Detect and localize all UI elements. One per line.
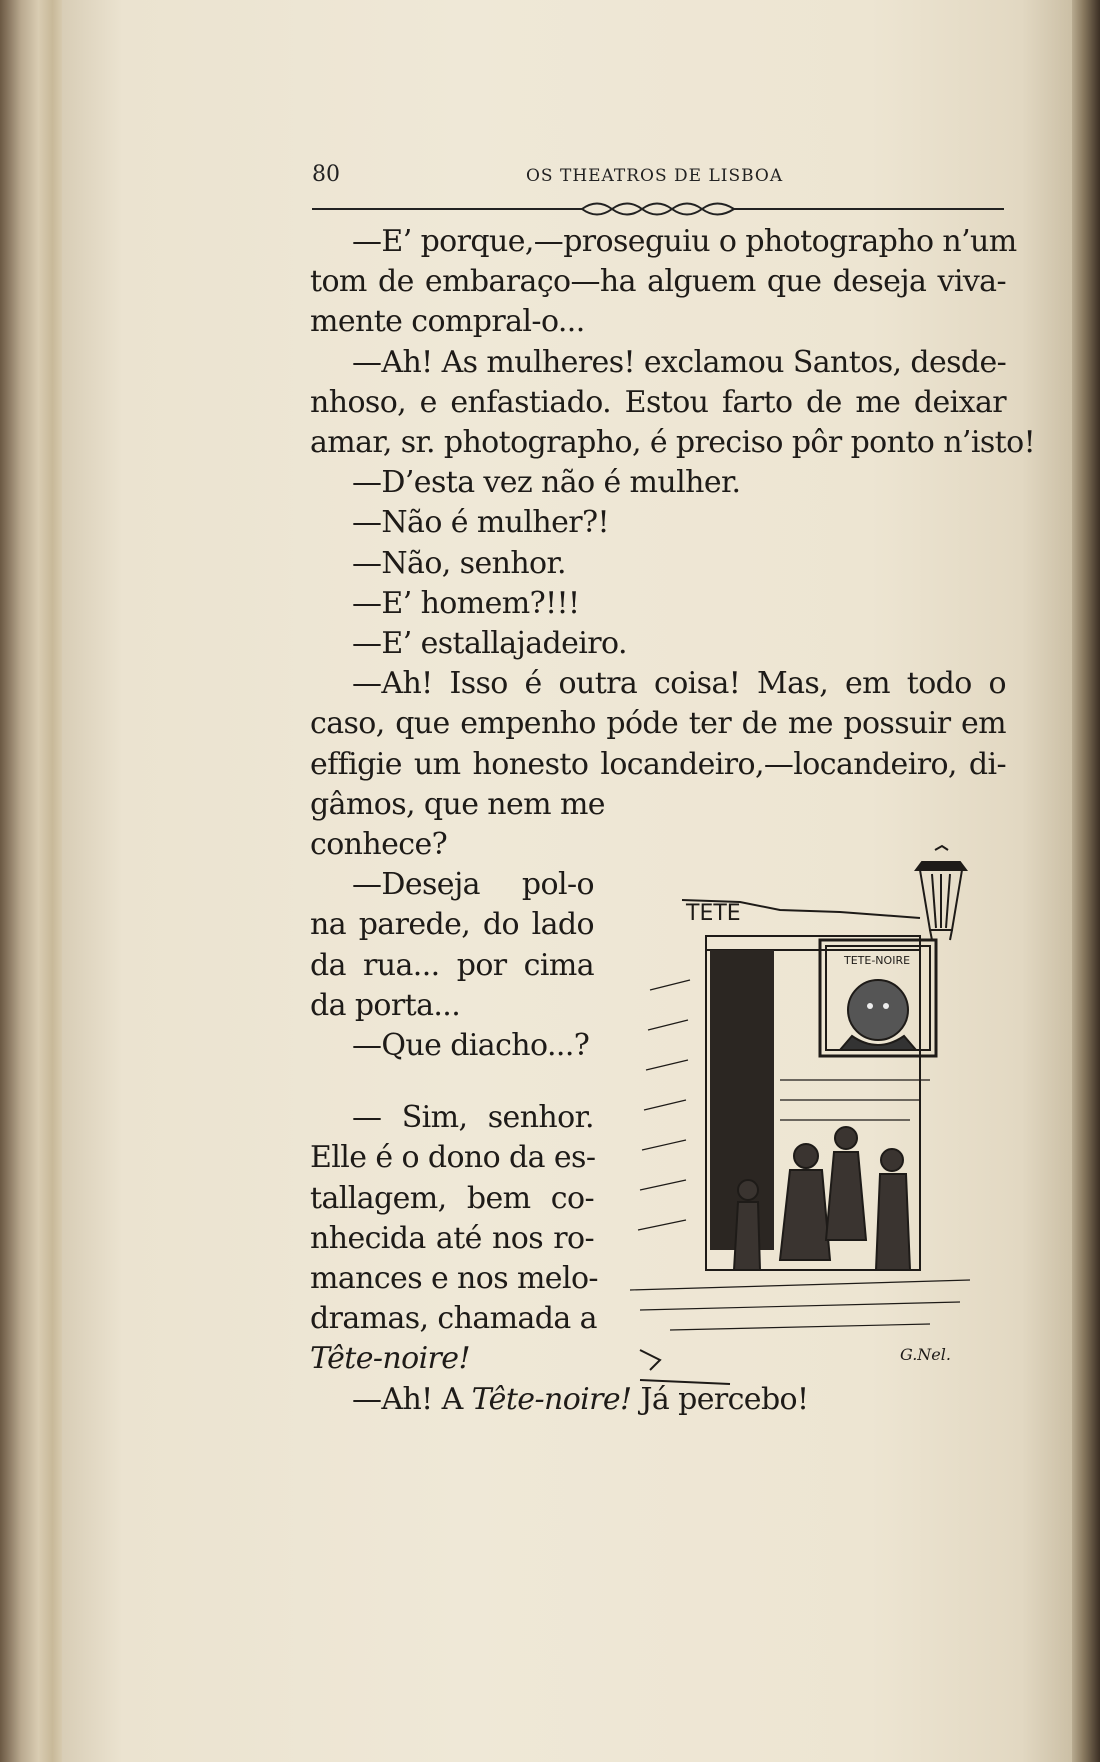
text-line: —Ah! Isso é outra coisa! Mas, em todo o	[352, 666, 1006, 702]
text-line: —E’ homem?!!!	[352, 585, 580, 621]
text-line: tom de embaraço—ha alguem que deseja viva-	[310, 264, 1006, 300]
text-line: Tête-noire!	[310, 1341, 470, 1377]
text-line: —E’ porque,—proseguiu o photographo n’um	[352, 224, 1017, 259]
text-line: —Não, senhor.	[352, 545, 566, 581]
text-line: Elle é o dono da es-	[310, 1140, 596, 1176]
text-fragment: Já percebo!	[631, 1381, 809, 1417]
text-fragment-italic: Tête-noire!	[471, 1381, 632, 1417]
ornamental-rule	[312, 196, 1004, 222]
text-line: —Que diacho...?	[352, 1028, 590, 1064]
text-line: amar, sr. photographo, é preciso pôr ponto n’isto!	[310, 425, 1036, 461]
text-line: gâmos, que nem me	[310, 786, 605, 822]
text-line: —D’esta vez não é mulher.	[352, 465, 741, 501]
text-line: effigie um honesto locandeiro,—locandeiro, di-	[310, 746, 1006, 782]
text-line: —Não é mulher?!	[352, 505, 609, 541]
text-line: — Sim, senhor.	[352, 1100, 594, 1136]
page-header	[0, 162, 1100, 192]
text-line: na parede, do lado	[310, 907, 594, 943]
artist-signature: G.Nel.	[900, 1345, 951, 1364]
street-lamp-icon	[916, 846, 966, 940]
book-right-edge	[1072, 0, 1100, 1762]
sign-label: TETE-NOIRE	[844, 954, 911, 967]
running-title: OS THEATROS DE LISBOA	[526, 166, 784, 186]
text-line: —Ah! As mulheres! exclamou Santos, desde-	[352, 344, 1007, 380]
text-line: da porta...	[310, 987, 461, 1023]
text-fragment: —Ah! A	[352, 1381, 472, 1417]
text-line: tallagem, bem co-	[310, 1180, 594, 1216]
inn-sign	[820, 940, 936, 1056]
text-line: —Deseja pol-o	[352, 867, 594, 903]
wall-lettering: TETE	[686, 901, 741, 926]
text-line: caso, que empenho póde ter de me possuir em	[310, 706, 1006, 742]
text-line: mente compral-o...	[310, 304, 585, 340]
text-line: dramas, chamada a	[310, 1301, 597, 1337]
text-line: conhece?	[310, 827, 448, 863]
text-line: da rua... por cima	[310, 947, 594, 983]
engraving-illustration	[630, 840, 990, 1388]
book-left-edge	[0, 0, 70, 1762]
text-line: nhoso, e enfastiado. Estou farto de me deixar	[310, 384, 1006, 420]
page-number: 80	[312, 162, 340, 187]
text-line: mances e nos melo-	[310, 1261, 598, 1297]
text-line: nhecida até nos ro-	[310, 1220, 594, 1256]
text-line: —E’ estallajadeiro.	[352, 626, 627, 662]
